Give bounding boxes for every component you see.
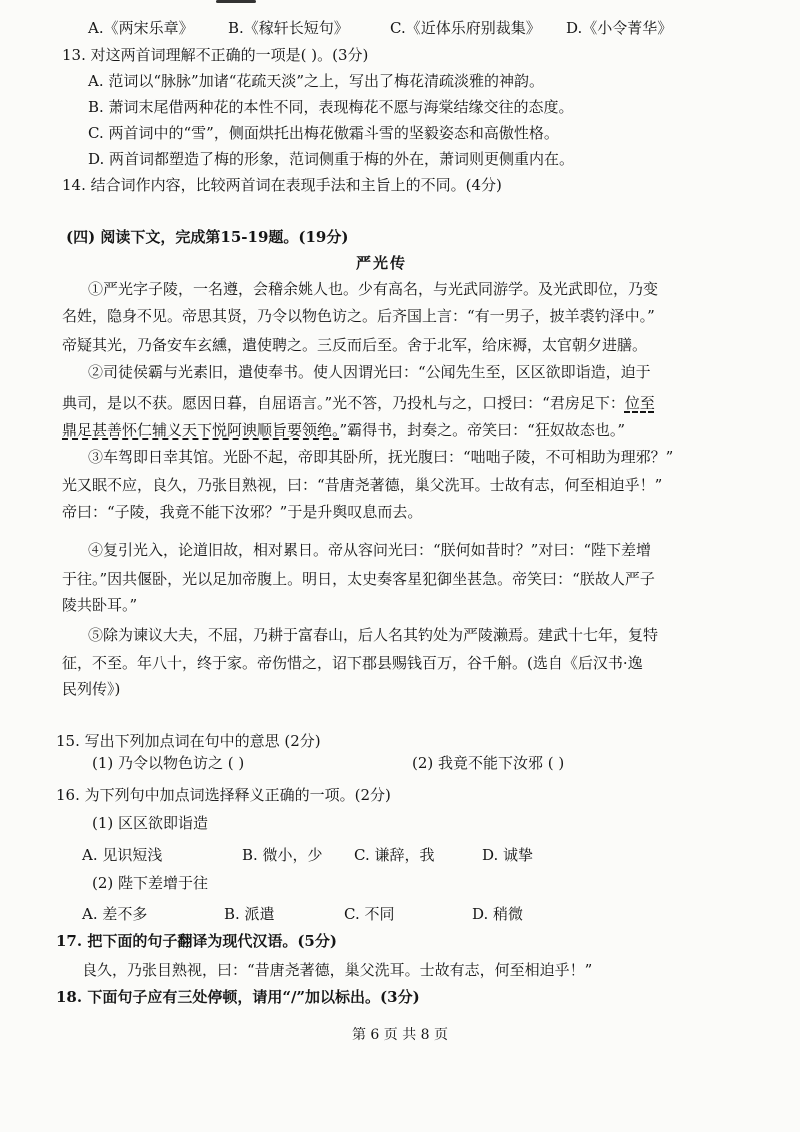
- q16-s1-option-c: C. 谦辞，我: [354, 846, 435, 864]
- passage-title: 严光传: [356, 254, 408, 272]
- q16-stem: 16. 为下列句中加点词选择释义正确的一项。(2分): [56, 786, 391, 804]
- passage-p3-line2: 光又眠不应，良久，乃张目熟视，曰：“昔唐尧著德，巢父洗耳。士故有志，何至相迫乎！”: [62, 476, 663, 494]
- passage-p5-line2: 征，不至。年八十，终于家。帝伤惜之，诏下郡县赐钱百万，谷千斛。(选自《后汉书·逸: [62, 654, 643, 672]
- passage-p2-line2-text: 典司，是以不获。愿因日暮，自屈语言。”光不答，乃投札与之，口授曰：“君房足下：: [62, 394, 625, 412]
- passage-p5-line3: 民列传》): [62, 680, 121, 698]
- q16-s2-option-a: A. 差不多: [82, 905, 148, 923]
- q16-s1-option-a: A. 见识短浅: [82, 846, 163, 864]
- q12-option-b: B.《稼轩长短句》: [228, 19, 349, 37]
- passage-p2-line2: [62, 392, 655, 414]
- passage-p1-line2: 名姓，隐身不见。帝思其贤，乃令以物色访之。后齐国上言：“有一男子，披羊裘钓泽中。”: [62, 307, 655, 325]
- passage-p3-line1: ③车驾即日幸其馆。光卧不起，帝即其卧所，抚光腹曰：“咄咄子陵，不可相助为理邪？”: [88, 448, 674, 466]
- q12-options: [88, 17, 672, 39]
- q13-option-b: B. 萧词末尾借两种花的本性不同，表现梅花不愿与海棠结缘交往的态度。: [88, 98, 574, 116]
- q16-s2-option-d: D. 稍微: [472, 905, 524, 923]
- passage-p4-line2: 于往。”因共偃卧，光以足加帝腹上。明日，太史奏客星犯御坐甚急。帝笑曰：“朕故人严子: [62, 570, 655, 588]
- q12-option-a: A.《两宋乐章》: [88, 19, 194, 37]
- q16-s1-option-b: B. 微小，少: [242, 846, 323, 864]
- passage-p3-line3: 帝曰：“子陵，我竟不能下汝邪？”于是升舆叹息而去。: [62, 503, 423, 521]
- passage-p2-line3: [62, 419, 625, 441]
- q16-sentence1: (1) 区区欲即诣造: [92, 814, 209, 832]
- q16-sentence1-options: [82, 844, 533, 866]
- q13-option-a: A. 范词以“脉脉”加诸“花疏天淡”之上，写出了梅花清疏淡雅的神韵。: [88, 72, 545, 90]
- q13-option-d: D. 两首词都塑造了梅的形象，范词侧重于梅的外在，萧词则更侧重内在。: [88, 150, 575, 168]
- passage-p2-line1: ②司徒侯霸与光素旧，遣使奉书。使人因谓光曰：“公闻先生至，区区欲即诣造，迫于: [88, 363, 651, 381]
- punctuation-target-sentence: 鼎足甚善怀仁辅义天下悦阿谀顺旨要领绝。: [62, 421, 340, 439]
- q13-stem: 13. 对这两首词理解不正确的一项是( )。(3分): [62, 46, 369, 64]
- q16-s1-option-d: D. 诚挚: [482, 846, 534, 864]
- passage-p1-line1: ①严光字子陵，一名遵，会稽余姚人也。少有高名，与光武同游学。及光武即位，乃变: [88, 280, 659, 298]
- q17-stem: 17. 把下面的句子翻译为现代汉语。(5分): [56, 932, 337, 950]
- q16-sentence2-options: [82, 903, 523, 925]
- passage-p4-line1: ④复引光入，论道旧故，相对累日。帝从容问光曰：“朕何如昔时？”对曰：“陛下差增: [88, 541, 652, 559]
- q17-sentence: 良久，乃张目熟视，曰：“昔唐尧著德，巢父洗耳。士故有志，何至相迫乎！”: [82, 961, 593, 979]
- q12-option-d: D.《小令菁华》: [566, 19, 673, 37]
- passage-p5-line1: ⑤除为谏议大夫，不屈，乃耕于富春山，后人名其钓处为严陵濑焉。建武十七年，复特: [88, 626, 659, 644]
- passage-p2-line3-text: ”霸得书，封奏之。帝笑曰：“狂奴故态也。”: [339, 421, 626, 439]
- q16-s2-option-c: C. 不同: [344, 905, 395, 923]
- q18-stem: 18. 下面句子应有三处停顿，请用“/”加以标出。(3分): [56, 988, 420, 1006]
- punctuation-target-start: 位至: [624, 394, 655, 412]
- q16-sentence2: (2) 陛下差增于往: [92, 874, 209, 892]
- q15-item1: (1) 乃令以物色访之 ( ): [92, 754, 245, 772]
- section4-heading: (四) 阅读下文，完成第15-19题。(19分): [66, 228, 349, 246]
- q15-item2: (2) 我竟不能下汝邪 ( ): [412, 754, 565, 772]
- q16-s2-option-b: B. 派遣: [224, 905, 275, 923]
- q13-option-c: C. 两首词中的“雪”，侧面烘托出梅花傲霜斗雪的坚毅姿态和高傲性格。: [88, 124, 559, 142]
- passage-p4-line3: 陵共卧耳。”: [62, 596, 138, 614]
- q14-stem: 14. 结合词作内容，比较两首词在表现手法和主旨上的不同。(4分): [62, 176, 502, 194]
- page-number: 第 6 页 共 8 页: [351, 1027, 449, 1043]
- scan-mark: [216, 0, 256, 3]
- passage-p1-line3: 帝疑其光，乃备安车玄纁，遣使聘之。三反而后至。舍于北军，给床褥，太官朝夕进膳。: [62, 336, 648, 354]
- q15-stem: 15. 写出下列加点词在句中的意思 (2分): [56, 732, 321, 750]
- q12-option-c: C.《近体乐府别裁集》: [390, 19, 541, 37]
